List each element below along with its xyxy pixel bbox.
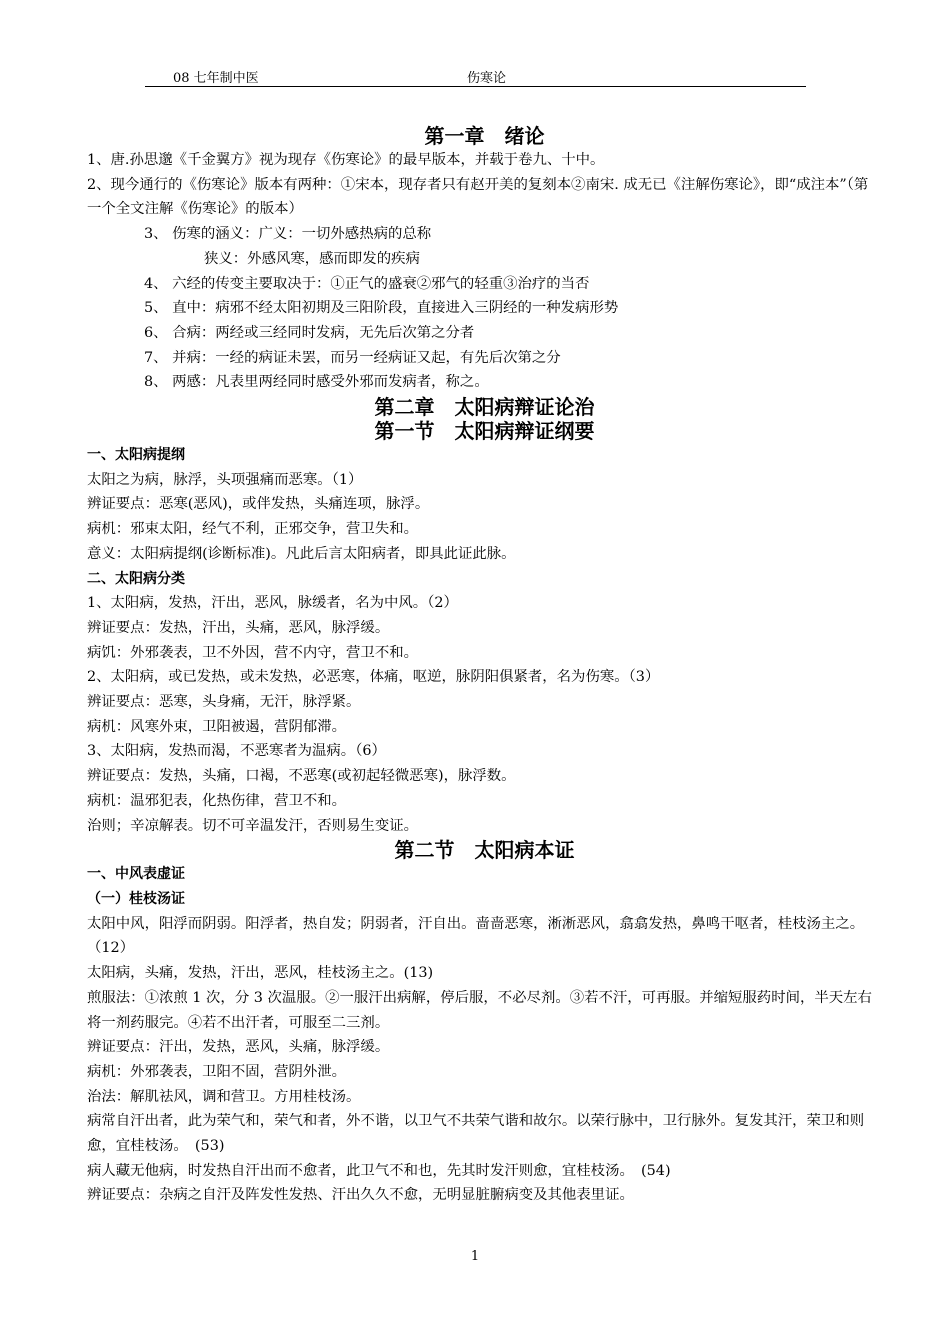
paragraph: 辨证要点：恶寒(恶风)，或伴发热，头痛连项，脉浮。 xyxy=(87,496,430,513)
paragraph: 病机：外邪袭表，卫阳不固，营阴外泄。 xyxy=(87,1063,347,1080)
paragraph: 2、太阳病，或已发热，或未发热，必恶寒，体痛，呕逆，脉阴阳俱紧者，名为伤寒。（3） xyxy=(87,669,660,686)
list-item: 6、 合病：两经或三经同时发病，无先后次第之分者 xyxy=(144,324,475,341)
list-item: 5、 直中：病邪不经太阳初期及三阳阶段，直接进入三阴经的一种发病形势 xyxy=(144,300,619,317)
list-item: 8、 两感：凡表里两经同时感受外邪而发病者，称之。 xyxy=(144,374,489,391)
page-header xyxy=(145,66,806,87)
list-item: 3、 伤寒的涵义：广义：一切外感热病的总称 xyxy=(144,226,432,243)
page-number: 1 xyxy=(470,1249,480,1264)
paragraph: 太阳中风，阳浮而阴弱。阳浮者，热自发；阴弱者，汗自出。啬啬恶寒，淅淅恶风，翕翕发热，鼻鸣干呕者，桂枝汤主之。（12） xyxy=(87,915,865,957)
subheading: 二、太阳病分类 xyxy=(87,570,185,587)
paragraph: 病机：温邪犯表，化热伤律，营卫不和。 xyxy=(87,792,347,809)
subheading: 一、太阳病提纲 xyxy=(87,447,185,464)
section-2-title: 第二节 太阳病本证 xyxy=(394,838,575,863)
paragraph: 辨证要点：杂病之自汗及阵发性发热、汗出久久不愈，无明显脏腑病变及其他表里证。 xyxy=(87,1187,634,1204)
subheading: 一、中风表虚证 xyxy=(87,866,185,883)
paragraph: 辨证要点：恶寒，头身痛，无汗，脉浮紧。 xyxy=(87,694,361,711)
paragraph: 辨证要点：发热，头痛，口褐，不恶寒(或初起轻微恶寒)，脉浮数。 xyxy=(87,768,516,785)
paragraph: 辨证要点：发热，汗出，头痛，恶风，脉浮缓。 xyxy=(87,619,390,636)
document-body xyxy=(87,124,882,1208)
paragraph: 病人藏无他病，时发热自汗出而不愈者，此卫气不和也，先其时发汗则愈，宜桂枝汤。 (54) xyxy=(87,1162,671,1179)
chapter-2-title: 第二章 太阳病辩证论治 xyxy=(374,395,595,420)
chapter-1-title: 第一章 绪论 xyxy=(424,124,545,148)
paragraph: 病饥：外邪袭表，卫不外因，营不内守，营卫不和。 xyxy=(87,644,418,661)
paragraph: 太阳病，头痛，发热，汗出，恶风，桂枝汤主之。(13) xyxy=(87,965,434,982)
section-1-title: 第一节 太阳病辩证纲要 xyxy=(374,419,595,444)
paragraph: 太阳之为病，脉浮，头项强痛而恶寒。（1） xyxy=(87,471,363,488)
list-item: 4、 六经的传变主要取决于：①正气的盛衰②邪气的轻重③治疗的当否 xyxy=(144,275,590,292)
paragraph: 3、太阳病，发热而渴，不恶寒者为温病。（6） xyxy=(87,743,386,760)
paragraph: 1、唐.孙思邈《千金翼方》视为现存《伤寒论》的最早版本，并载于卷九、十中。 xyxy=(87,152,605,168)
paragraph: 病机：风寒外束，卫阳被遏，营阴郁滞。 xyxy=(87,718,347,735)
paragraph: 治法：解肌祛风，调和营卫。方用桂枝汤。 xyxy=(87,1088,361,1105)
list-item: 7、 并病：一经的病证未罢，而另一经病证又起，有先后次第之分 xyxy=(144,349,561,366)
paragraph: 意义：太阳病提纲(诊断标准)。凡此后言太阳病者，即具此证此脉。 xyxy=(87,545,516,562)
paragraph: 病机：邪束太阳，经气不利，正邪交争，营卫失和。 xyxy=(87,521,418,538)
list-item: 狭义：外感风寒，感而即发的疾病 xyxy=(204,250,420,267)
paragraph: 1、太阳病，发热，汗出，恶风，脉缓者，名为中风。（2） xyxy=(87,595,458,612)
paragraph: 治则；辛凉解表。切不可辛温发汗，否则易生变证。 xyxy=(87,817,418,834)
paragraph: 煎服法：①浓煎 1 次，分 3 次温服。②一服汗出病解，停后服，不必尽剂。③若不汗，可再服。并缩短服药时间，半天左右将一剂药服完。④若不出汗者，可服至二三剂。 xyxy=(87,989,872,1031)
header-course: 08 七年制中医 xyxy=(173,71,259,86)
subheading: （一）桂枝汤证 xyxy=(87,890,185,907)
paragraph: 病常自汗出者，此为荣气和，荣气和者，外不谐，以卫气不共荣气谐和故尔。以荣行脉中，卫行脉外。复发其汗，荣卫和则愈，宜桂枝汤。 (53) xyxy=(87,1113,865,1155)
paragraph: 2、现今通行的《伤寒论》版本有两种：①宋本，现存者只有赵开美的复刻本②南宋. 成无已《注解伤寒论》，即“成注本”（第一个全文注解《伤寒论》的版本） xyxy=(87,176,869,218)
header-title: 伤寒论 xyxy=(467,71,507,86)
paragraph: 辨证要点：汗出，发热，恶风，头痛，脉浮缓。 xyxy=(87,1039,390,1056)
